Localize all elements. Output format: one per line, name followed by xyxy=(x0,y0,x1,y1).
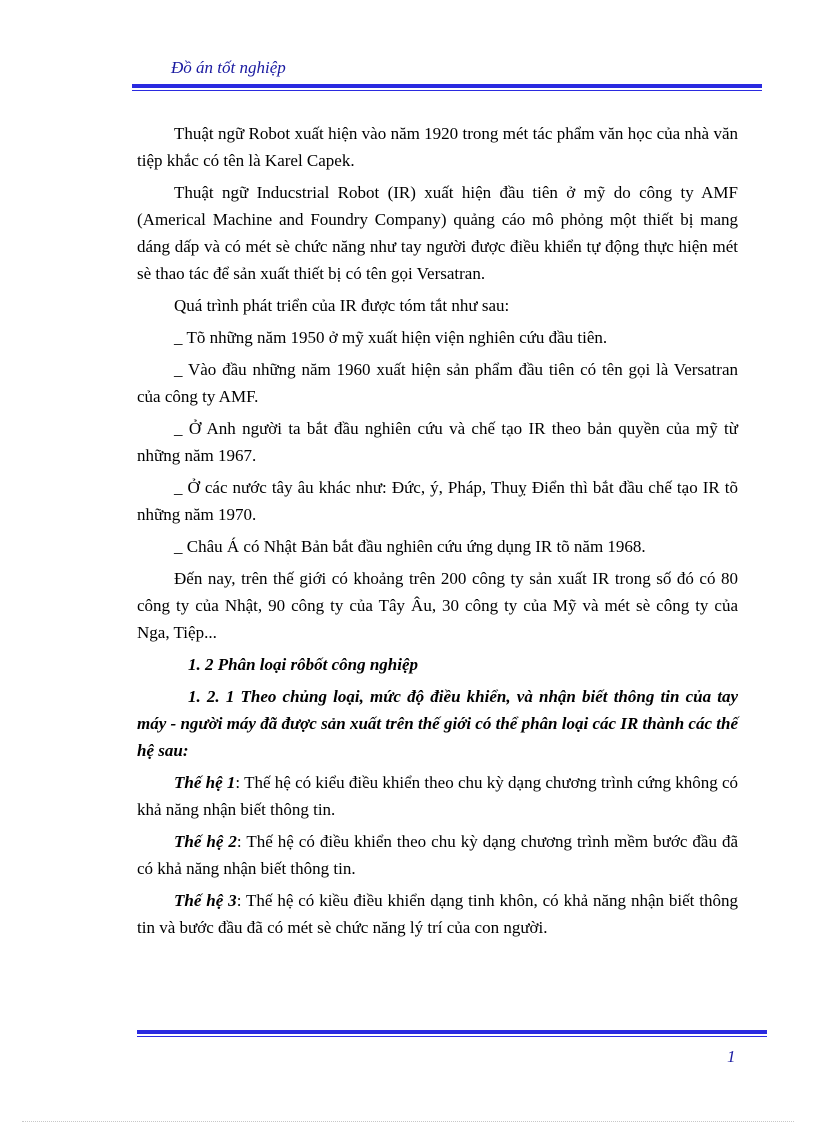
header-title: Đồ án tốt nghiệp xyxy=(171,58,286,77)
generation-1-label: Thế hệ 1 xyxy=(174,773,236,792)
generation-3 xyxy=(137,887,738,941)
list-item-asia: _ Châu Á có Nhật Bản bắt đầu nghiên cứu ứng dụng IR tõ năm 1968. xyxy=(174,537,646,556)
list-item-1960: _ Vào đầu những năm 1960 xuất hiện sản phẩm đầu tiên có tên gọi là Versatran của công ty AMF. xyxy=(137,360,738,406)
paragraph-robot-term: Thuật ngữ Robot xuất hiện vào năm 1920 trong mét tác phẩm văn học của nhà văn tiệp khắc có tên là Karel Capek. xyxy=(137,124,738,170)
footer-rule-thin xyxy=(137,1036,767,1037)
page-edge-divider xyxy=(22,1121,794,1122)
list-item-western-europe: _ Ở các nước tây âu khác như: Đức, ý, Pháp, Thuỵ Điển thì bắt đầu chế tạo IR tõ những năm 1970. xyxy=(137,478,738,524)
list-item-england: _ Ở Anh người ta bắt đầu nghiên cứu và chế tạo IR theo bản quyền của mỹ từ những năm 1967. xyxy=(137,419,738,465)
paragraph-history-intro: Quá trình phát triển của IR được tóm tắt như sau: xyxy=(174,296,510,315)
paragraph-current-status: Đến nay, trên thế giới có khoảng trên 200 công ty sản xuất IR trong số đó có 80 công ty của Nhật, 90 công ty của Tây Âu, 30 công ty của Mỹ và mét sè công ty của Nga, Tiệp... xyxy=(137,569,738,642)
generation-2-label: Thế hệ 2 xyxy=(174,832,237,851)
page-number: 1 xyxy=(727,1047,736,1066)
header-rule-thin xyxy=(132,90,762,91)
section-heading: 1. 2 Phân loại rôbốt công nghiệp xyxy=(188,655,419,674)
header-rule-thick xyxy=(132,84,762,88)
generation-2 xyxy=(137,828,738,882)
paragraph-industrial-robot: Thuật ngữ Inducstrial Robot (IR) xuất hiện đầu tiên ở mỹ do công ty AMF (Americal Machine and Foundry Company) quảng cáo mô phỏng một thiết bị mang dáng dấp và có mét sè chức năng như tay người được điều khiển tự động thực hiện mét sè thao tác để sản xuất thiết bị có tên gọi Versatran. xyxy=(137,183,738,283)
footer-rule-thick xyxy=(137,1030,767,1034)
list-item-1950: _ Tõ những năm 1950 ở mỹ xuất hiện viện nghiên cứu đầu tiên. xyxy=(174,328,608,347)
generation-3-text: : Thế hệ có kiều điều khiển dạng tinh khôn, có khả năng nhận biết thông tin và bước đầu đã có mét sè chức năng lý trí của con người. xyxy=(137,891,738,937)
subsection-heading: 1. 2. 1 Theo chủng loại, mức độ điều khiển, và nhận biết thông tin của tay máy - người máy đã được sản xuất trên thế giới có thể phân loại các IR thành các thế hệ sau: xyxy=(137,687,738,760)
generation-3-label: Thế hệ 3 xyxy=(174,891,237,910)
generation-2-text: : Thế hệ có điều khiển theo chu kỳ dạng chương trình mềm bước đầu đã có khả năng nhận biết thông tin. xyxy=(137,832,738,878)
document-body xyxy=(137,120,738,946)
generation-1 xyxy=(137,769,738,823)
generation-1-text: : Thế hệ có kiểu điều khiển theo chu kỳ dạng chương trình cứng không có khả năng nhận biết thông tin. xyxy=(137,773,739,819)
